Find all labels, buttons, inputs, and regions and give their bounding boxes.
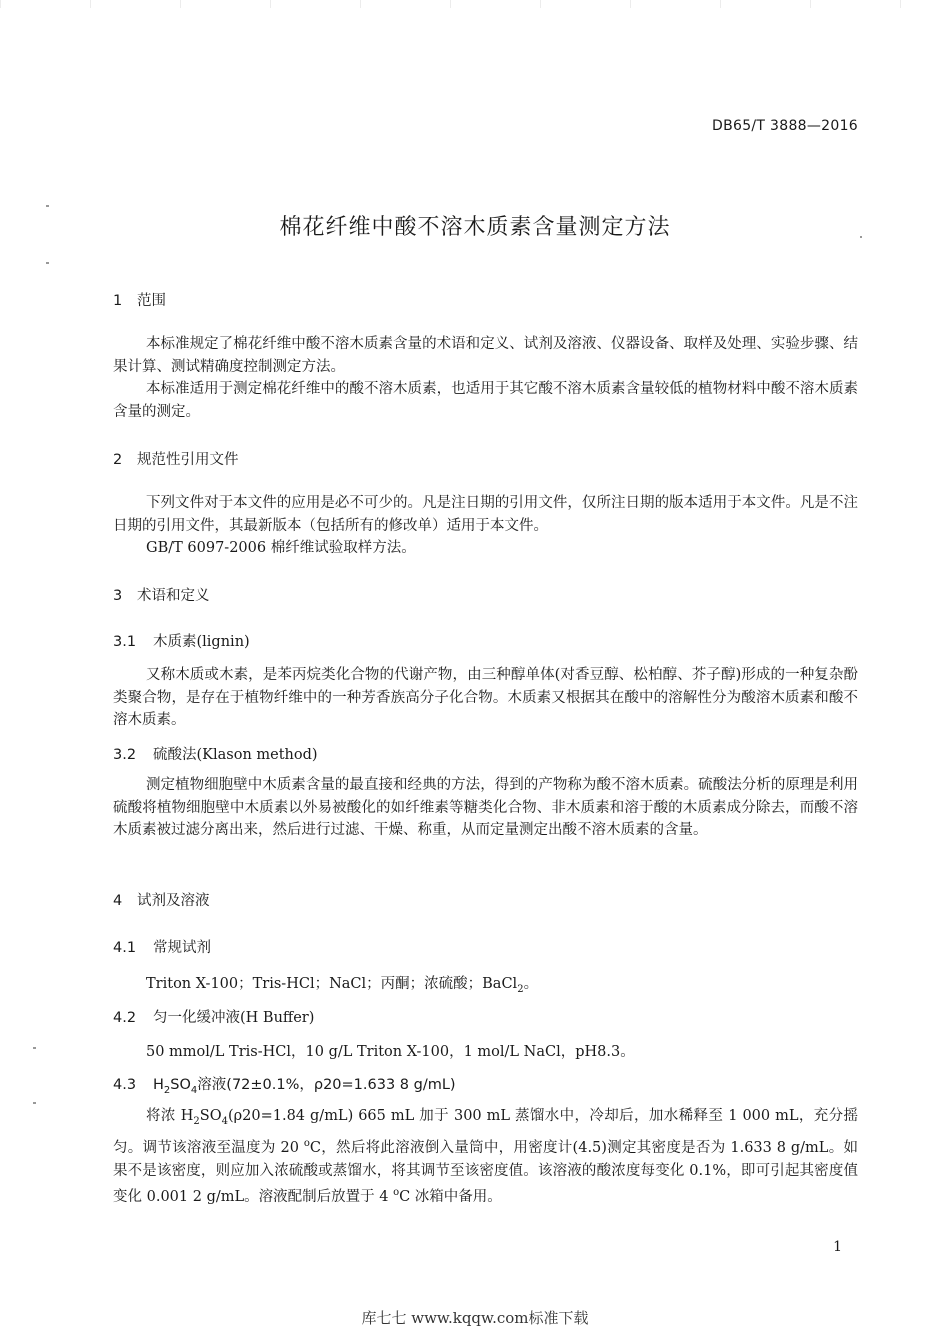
paragraph bbox=[113, 1105, 858, 1209]
section-number: 1 bbox=[113, 293, 123, 309]
paragraph: 又称木质或木素，是苯丙烷类化合物的代谢产物，由三种醇单体(对香豆醇、松柏醇、芥子醇)形成的一种复杂酚类聚合物，是存在于植物纤维中的一种芳香族高分子化合物。木质素又根据其在酸中的溶解性分为酸溶木质素和酸不溶木质素。 bbox=[113, 667, 858, 728]
subsection-english-term: (Klason method) bbox=[196, 747, 318, 763]
section-title: 试剂及溶液 bbox=[137, 893, 210, 909]
paragraph: 测定植物细胞壁中木质素含量的最直接和经典的方法，得到的产物称为酸不溶木质素。硫酸法分析的原理是利用硫酸将植物细胞壁中木质素以外易被酸化的如纤维素等糖类化合物、非木质素和溶于酸的木质素成分除去，而酸不溶木质素被过滤分离出来，然后进行过滤、干燥、称重，从而定量测定出酸不溶木质素的含量。 bbox=[113, 777, 858, 838]
subsection-4-3-body bbox=[113, 1105, 858, 1209]
scan-edge-artifact bbox=[0, 0, 950, 8]
footer-watermark: 库七七 www.kqqw.com标准下载 bbox=[361, 1309, 589, 1327]
subsection-4-3-heading bbox=[113, 1073, 456, 1096]
subsection-title: 硫酸法 bbox=[153, 747, 197, 763]
section-title: 术语和定义 bbox=[137, 588, 210, 604]
section-1-heading bbox=[113, 289, 166, 310]
subscript: 2 bbox=[193, 1115, 200, 1127]
paragraph: 本标准规定了棉花纤维中酸不溶木质素含量的术语和定义、试剂及溶液、仪器设备、取样及处理、实验步骤、结果计算、测试精确度控制测定方法。 bbox=[113, 336, 858, 375]
subsection-number: 3.2 bbox=[113, 747, 137, 763]
title-part: SO bbox=[170, 1077, 191, 1093]
subscript: 4 bbox=[221, 1115, 228, 1127]
subsection-number: 4.2 bbox=[113, 1010, 137, 1026]
subsection-number: 3.1 bbox=[113, 634, 137, 650]
section-title: 规范性引用文件 bbox=[137, 452, 239, 468]
subsection-title: 常规试剂 bbox=[153, 940, 211, 956]
section-number: 3 bbox=[113, 588, 123, 604]
subsection-title: 匀一化缓冲液 bbox=[153, 1010, 240, 1026]
section-number: 4 bbox=[113, 893, 123, 909]
superscript: o bbox=[303, 1138, 310, 1150]
subsection-3-2-heading bbox=[113, 743, 318, 764]
section-title: 范围 bbox=[137, 293, 166, 309]
subscript: 4 bbox=[190, 1084, 198, 1096]
scan-speck bbox=[33, 1047, 36, 1049]
page-number: 1 bbox=[833, 1239, 842, 1255]
section-2-body bbox=[113, 492, 858, 560]
section-1-body bbox=[113, 333, 858, 423]
superscript: o bbox=[393, 1187, 400, 1199]
section-2-heading bbox=[113, 448, 239, 469]
reference-item: GB/T 6097-2006 棉纤维试验取样方法。 bbox=[146, 540, 416, 556]
subsection-4-2-heading bbox=[113, 1006, 314, 1027]
punctuation: 。 bbox=[523, 976, 539, 992]
reagent-list-text: Triton X-100；Tris-HCl；NaCl；丙酮；浓硫酸；BaCl bbox=[146, 976, 518, 992]
title-part: 溶液(72±0.1%，ρ20=1.633 8 g/mL) bbox=[197, 1077, 456, 1093]
subsection-number: 4.1 bbox=[113, 940, 137, 956]
scan-speck bbox=[46, 205, 49, 207]
buffer-composition: 50 mmol/L Tris-HCl，10 g/L Triton X-100，1 mol/L NaCl，pH8.3。 bbox=[146, 1044, 635, 1060]
subsection-title: 木质素 bbox=[153, 634, 197, 650]
text-run: (ρ20=1.84 g/mL) 665 mL 加于 300 mL 蒸馏水中，冷却后，加水稀释至 1 000 mL，充分摇匀。调节该溶液至温度为 20 bbox=[113, 1108, 858, 1157]
paragraph: 下列文件对于本文件的应用是必不可少的。凡是注日期的引用文件，仅所注日期的版本适用于本文件。凡是不注日期的引用文件，其最新版本（包括所有的修改单）适用于本文件。 bbox=[113, 495, 858, 534]
paragraph: 本标准适用于测定棉花纤维中的酸不溶木质素，也适用于其它酸不溶木质素含量较低的植物材料中酸不溶木质素含量的测定。 bbox=[113, 381, 858, 420]
document-title: 棉花纤维中酸不溶木质素含量测定方法 bbox=[279, 215, 671, 240]
standard-code: DB65/T 3888—2016 bbox=[712, 118, 858, 134]
reagent-list bbox=[146, 972, 538, 995]
section-number: 2 bbox=[113, 452, 123, 468]
subsection-3-1-body bbox=[113, 664, 858, 732]
scan-speck bbox=[46, 262, 49, 264]
title-part: H bbox=[153, 1077, 164, 1093]
subsection-english-term: (H Buffer) bbox=[240, 1010, 315, 1026]
section-3-heading bbox=[113, 584, 210, 605]
subsection-4-1-heading bbox=[113, 936, 211, 957]
subscript: 2 bbox=[517, 983, 524, 995]
subsection-number: 4.3 bbox=[113, 1077, 137, 1093]
subscript: 2 bbox=[163, 1084, 171, 1096]
text-run: 将浓 H bbox=[146, 1108, 194, 1124]
scan-speck bbox=[33, 1102, 36, 1104]
subsection-3-2-body bbox=[113, 774, 858, 842]
text-run: C 冰箱中备用。 bbox=[399, 1189, 502, 1206]
subsection-3-1-heading bbox=[113, 630, 250, 651]
text-run: C，然后将此溶液倒入量筒中，用密度计(4.5)测定其密度是否为 1.633 8 g/mL。如果不是该密度，则应加入浓硫酸或蒸馏水，将其调节至该密度值。该溶液的酸浓度每变化 0.1%，即可引起其密度值变化 0.001 2 g/mL。溶液配制后放置于 4 bbox=[113, 1140, 858, 1206]
section-4-heading bbox=[113, 889, 210, 910]
text-run: SO bbox=[199, 1108, 222, 1124]
subsection-english-term: (lignin) bbox=[196, 634, 250, 650]
